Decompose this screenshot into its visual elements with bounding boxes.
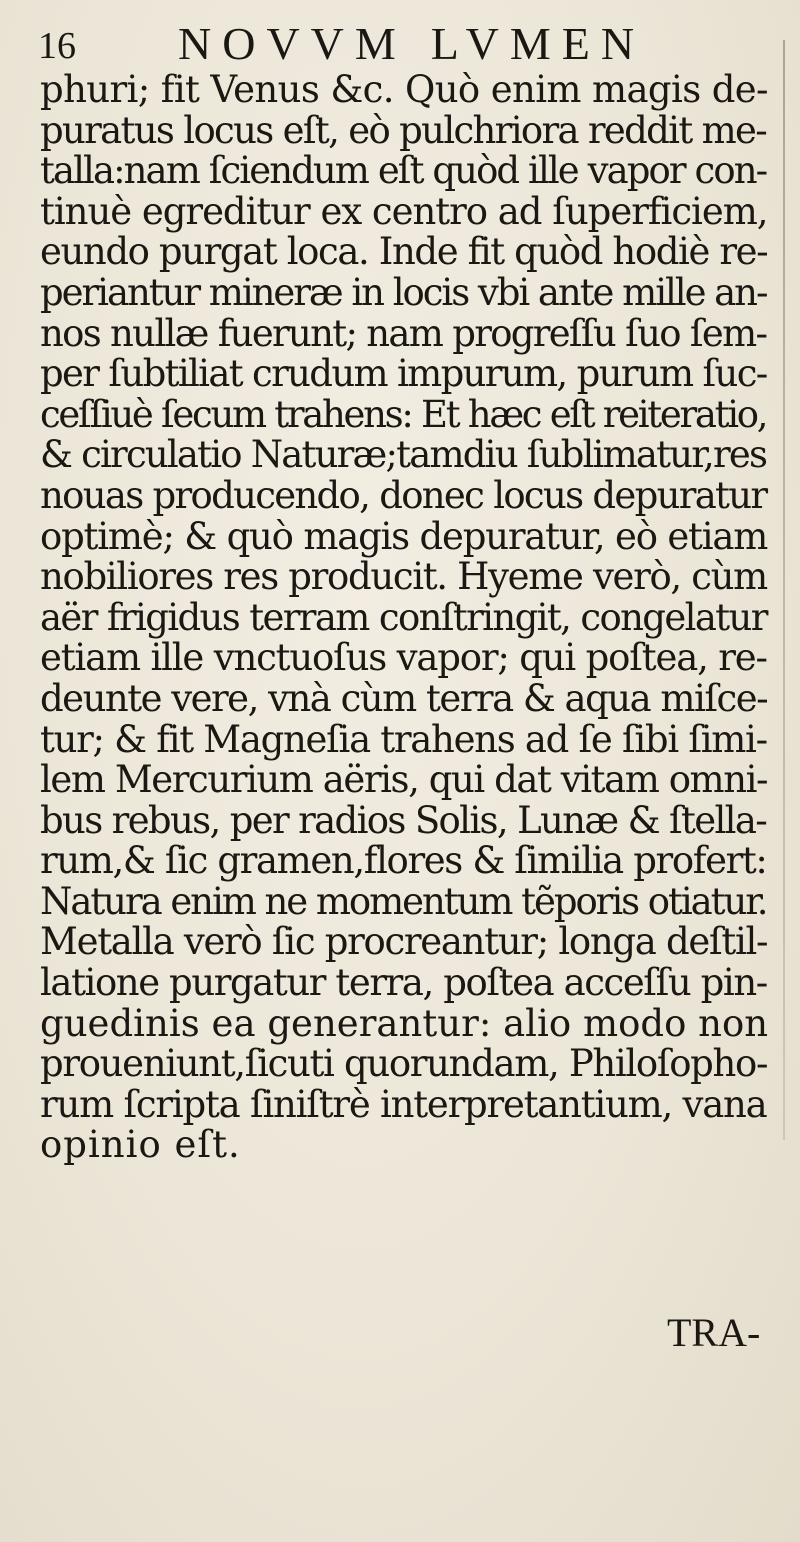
body-text [40,70,770,1166]
running-title-word-2: LVMEN [430,18,646,69]
text-line: tur; & fit Magneſia trahens ad ſe ſibi ſimi- [40,717,767,761]
running-title [178,20,645,68]
text-line: & circulatio Naturæ;tamdiu ſublimatur,res [40,433,767,477]
text-line: proueniunt,ſicuti quorundam, Philoſopho- [40,1042,768,1086]
page-edge-shadow [783,40,785,1140]
text-line: nos nullæ fuerunt; nam progreſſu ſuo ſem- [40,311,767,355]
text-line: guedinis ea generantur: alio modo non [40,1001,769,1045]
text-line: rum,& ſic gramen,flores & ſimilia profert: [40,839,767,883]
text-line: nouas producendo, donec locus depuratur [40,473,767,517]
running-title-word-1: NOVVM [178,18,407,69]
text-line: lem Mercurium aëris, qui dat vitam omni- [40,758,768,802]
text-line: aër frigidus terram conſtringit, congelatur [40,595,767,639]
page-header [30,20,770,70]
text-line: rum ſcripta ſiniſtrè interpretantium, vana [40,1082,767,1126]
text-line: Natura enim ne momentum tẽporis otiatur. [40,879,767,923]
text-line: etiam ille vnctuoſus vapor; qui poſtea, re- [40,636,767,680]
text-line: nobiliores res producit. Hyeme verò, cùm [40,555,767,599]
text-line: eundo purgat loca. Inde fit quòd hodiè re- [40,230,768,274]
text-line: opinio eſt. [40,1123,241,1167]
text-line: optimè; & quò magis depuratur, eò etiam [40,514,768,558]
text-line: bus rebus, per radios Solis, Lunæ & ſtella- [40,798,767,842]
text-line: latione purgatur terra, poſtea acceſſu pin- [40,961,767,1005]
text-line: Metalla verò ſic procreantur; longa deſtil- [40,920,768,964]
page-number: 16 [38,25,76,67]
text-line: tinuè egreditur ex centro ad ſuperficiem, [40,189,768,233]
text-line: ceſſiuè ſecum trahens: Et hæc eſt reiteratio, [40,392,767,436]
text-line: talla:nam ſciendum eſt quòd ille vapor con- [40,149,767,193]
text-line: puratus locus eſt, eò pulchriora reddit me- [40,108,767,152]
text-line: phuri; fit Venus &c. Quò enim magis de- [40,68,768,111]
text-line: per ſubtiliat crudum impurum, purum ſuc- [40,352,767,396]
text-line: deunte vere, vnà cùm terra & aqua miſce- [40,676,768,720]
text-line: periantur mineræ in locis vbi ante mille an- [40,270,767,314]
catchword: TRA- [667,1310,761,1355]
